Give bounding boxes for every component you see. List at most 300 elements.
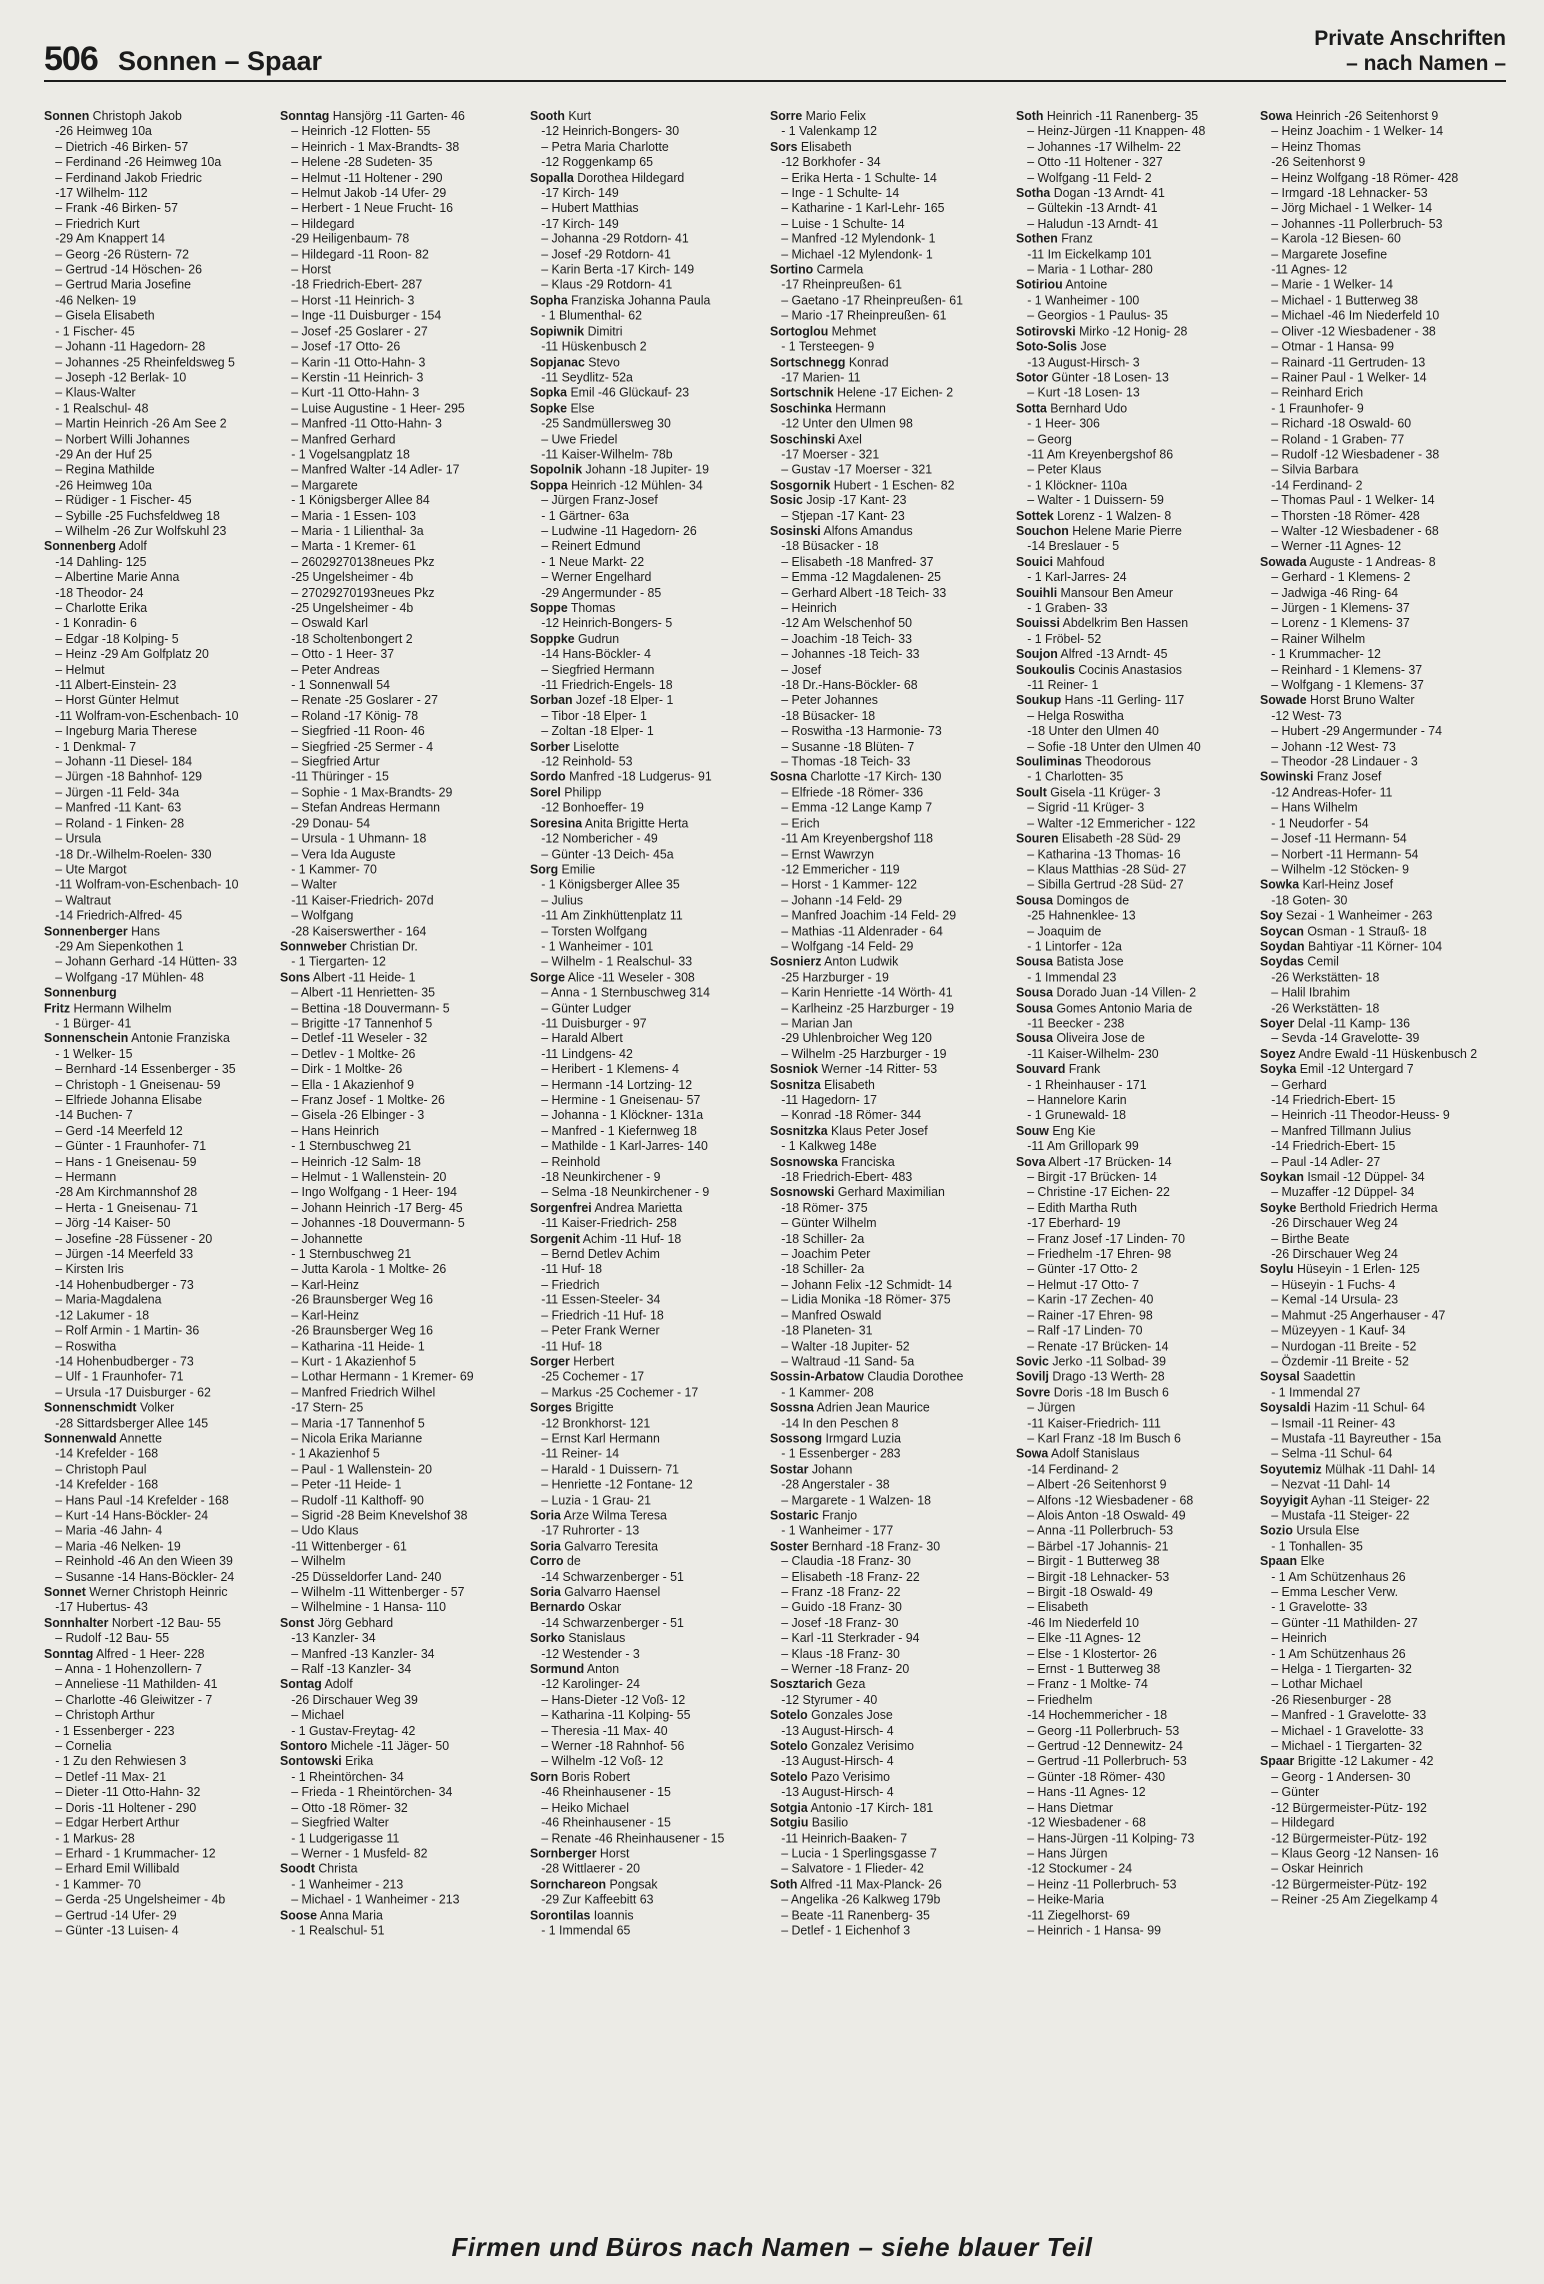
directory-entry: Sorber Liselotte (530, 738, 620, 754)
directory-entry: - 1 Fischer- 45 (55, 323, 135, 339)
directory-entry: – Otto -18 Römer- 32 (291, 1799, 408, 1815)
column-2 (280, 108, 516, 2216)
directory-entry: -18 Dr.-Hans-Böckler- 68 (781, 676, 918, 692)
directory-entry: – Edgar -18 Kolping- 5 (55, 630, 179, 646)
directory-entry: - 1 Wanheimer - 101 (541, 938, 654, 954)
directory-entry: – Klaus Georg -12 Nansen- 16 (1271, 1845, 1439, 1861)
directory-entry: – Charlotte -46 Gleiwitzer - 7 (55, 1691, 213, 1707)
surname: Sonnen (44, 108, 90, 123)
surname: Sosniok (770, 1061, 818, 1077)
directory-entry: – Friedrich Kurt (55, 215, 140, 231)
directory-entry: Soydas Cemil (1260, 953, 1339, 969)
directory-entry: -17 Wilhelm- 112 (55, 184, 148, 200)
surname: Fritz (44, 999, 71, 1015)
directory-entry: – Gertrud Maria Josefine (55, 277, 192, 293)
directory-entry: – Johannette (291, 1230, 363, 1246)
directory-entry: -13 August-Hirsch- 3 (1027, 354, 1140, 370)
surname: Sousa (1016, 999, 1054, 1015)
directory-entry: - 1 Tiergarten- 12 (291, 953, 386, 969)
directory-entry: - 1 Neudorfer - 54 (1271, 815, 1369, 831)
directory-entry: – Manfred Friedrich Wilhel (291, 1384, 436, 1400)
directory-entry: Sotor Günter -18 Losen- 13 (1016, 369, 1169, 385)
directory-entry: Sortino Carmela (770, 261, 864, 277)
directory-entry: – Georg -26 Rüstern- 72 (55, 246, 189, 262)
directory-entry: – Manfred - 1 Kiefernweg 18 (541, 1122, 697, 1138)
directory-entry: -28 Wittlaerer - 20 (541, 1860, 640, 1876)
surname: Sorge (530, 969, 565, 985)
directory-entry: -18 Scholtenbongert 2 (291, 630, 413, 646)
surname: Souici (1016, 553, 1054, 569)
directory-entry: – Bärbel -17 Johannis- 21 (1027, 1538, 1169, 1554)
directory-entry: Sorger Herbert (530, 1353, 615, 1369)
directory-entry: Spaan Elke (1260, 1553, 1325, 1569)
directory-entry: -14 Schwarzenberger - 51 (541, 1568, 684, 1584)
directory-entry: -25 Düsseldorfer Land- 240 (291, 1568, 442, 1584)
directory-entry: – Inge -11 Duisburger - 154 (291, 307, 442, 323)
directory-entry: – Karl-Heinz (291, 1276, 360, 1292)
directory-entry: -17 Rheinpreußen- 61 (781, 277, 902, 293)
directory-entry: – Josef -18 Franz- 30 (781, 1614, 899, 1630)
surname: Sorges (530, 1399, 572, 1415)
directory-entry: – Selma -11 Schul- 64 (1271, 1445, 1393, 1461)
directory-entry: – Walter -12 Wiesbadener - 68 (1271, 523, 1439, 539)
surname: Soult (1016, 784, 1047, 800)
directory-entry: – Wolfgang -11 Feld- 2 (1027, 169, 1152, 185)
directory-entry: - 1 Neue Markt- 22 (541, 553, 645, 569)
directory-entry: – Albertine Marie Anna (55, 569, 180, 585)
directory-entry: – Renate -46 Rheinhausener - 15 (541, 1830, 725, 1846)
directory-entry: – Alfons -12 Wiesbadener - 68 (1027, 1491, 1194, 1507)
directory-entry: -25 Cochemer - 17 (541, 1368, 645, 1384)
directory-entry: Sonnenberg Adolf (44, 538, 147, 554)
directory-entry: – Richard -18 Oswald- 60 (1271, 415, 1412, 431)
directory-entry: – Angelika -26 Kalkweg 179b (781, 1891, 941, 1907)
directory-entry: – Manfred Tillmann Julius (1271, 1122, 1412, 1138)
surname: Sosnowska (770, 1153, 838, 1169)
directory-entry: – Susanne -14 Hans-Böckler- 24 (55, 1568, 235, 1584)
directory-entry: – Ismail -11 Reiner- 43 (1271, 1415, 1396, 1431)
directory-entry: – Gerhard - 1 Klemens- 2 (1271, 569, 1411, 585)
directory-entry: – Tibor -18 Elper- 1 (541, 707, 647, 723)
directory-entry: – Heinz Joachim - 1 Welker- 14 (1271, 123, 1444, 139)
directory-entry: – Michael - 1 Tiergarten- 32 (1271, 1737, 1423, 1753)
section-title-line2: – nach Namen – (1346, 52, 1506, 75)
directory-entry: – Rolf Armin - 1 Martin- 36 (55, 1322, 200, 1338)
surname: Sortschnik (770, 384, 834, 400)
directory-entry: – Birgit -18 Lehnacker- 53 (1027, 1568, 1170, 1584)
directory-entry: - 1 Ludgerigasse 11 (291, 1830, 400, 1846)
footer-note: Firmen und Büros nach Namen – siehe blauer Teil (451, 2232, 1093, 2262)
directory-entry: – Siegfried -11 Roon- 46 (291, 723, 425, 739)
directory-entry: -18 Goten- 30 (1271, 892, 1348, 908)
directory-entry: – Peter Frank Werner (541, 1322, 660, 1338)
directory-entry: - 1 Kammer- 70 (291, 861, 377, 877)
surname: Sorre (770, 108, 803, 123)
directory-entry: – Gertrud -14 Höschen- 26 (55, 261, 202, 277)
directory-entry: -26 Dirschauer Weg 24 (1271, 1245, 1398, 1261)
surname: Soujon (1016, 646, 1058, 662)
directory-entry: – Roland - 1 Graben- 77 (1271, 430, 1405, 446)
directory-entry: Sornchareon Pongsak (530, 1876, 658, 1892)
directory-entry: -28 Sittardsberger Allee 145 (55, 1415, 209, 1431)
directory-entry: – Michael - 1 Wanheimer - 213 (291, 1891, 460, 1907)
directory-entry: -12 Styrumer - 40 (781, 1691, 878, 1707)
directory-entry: – Kurt -14 Hans-Böckler- 24 (55, 1507, 209, 1523)
directory-entry: – Paul - 1 Wallenstein- 20 (291, 1461, 433, 1477)
directory-entry: – Kurt -11 Otto-Hahn- 3 (291, 384, 420, 400)
directory-entry: – Maria - 1 Lothar- 280 (1027, 261, 1153, 277)
directory-entry: -29 Zur Kaffeebitt 63 (541, 1891, 654, 1907)
directory-entry: Sontoro Michele -11 Jäger- 50 (280, 1737, 450, 1753)
surname: Sovic (1016, 1353, 1049, 1369)
directory-entry: – Heike-Maria (1027, 1891, 1105, 1907)
directory-entry: – Oswald Karl (291, 615, 369, 631)
surname: Souissi (1016, 615, 1060, 631)
surname: Souw (1016, 1122, 1049, 1138)
directory-entry: – Günter Wilhelm (781, 1215, 877, 1231)
directory-entry: -11 Reiner- 1 (1027, 676, 1099, 692)
surname: Sotelo (770, 1737, 808, 1753)
surname: Sorger (530, 1353, 570, 1369)
directory-entry: Soria Arze Wilma Teresa (530, 1507, 667, 1523)
directory-entry: Sosnitza Elisabeth (770, 1076, 875, 1092)
directory-entry: – Johann -11 Hagedorn- 28 (55, 338, 206, 354)
surname: Sotta (1016, 400, 1047, 416)
directory-entry: – Roswitha (55, 1338, 117, 1354)
directory-entry: – Cornelia (55, 1737, 112, 1753)
directory-entry: -12 Reinhold- 53 (541, 753, 633, 769)
directory-entry: -25 Ungelsheimer - 4b (291, 600, 414, 616)
directory-entry: - 1 Tonhallen- 35 (1271, 1538, 1363, 1554)
directory-entry: – Katharina -11 Heide- 1 (291, 1338, 425, 1354)
directory-entry: – Johann Gerhard -14 Hütten- 33 (55, 953, 237, 969)
directory-entry: – Johanna -29 Rotdorn- 41 (541, 231, 689, 246)
directory-entry: -11 Kaiser-Friedrich- 207d (291, 892, 434, 908)
directory-entry: -11 Kaiser-Friedrich- 258 (541, 1215, 677, 1231)
directory-entry: - 1 Akazienhof 5 (291, 1445, 380, 1461)
directory-entry: – Jürgen -11 Feld- 34a (55, 784, 180, 800)
directory-entry: -11 Im Eickelkamp 101 (1027, 246, 1152, 262)
directory-entry: – Ursula - 1 Uhmann- 18 (291, 830, 427, 846)
directory-entry: – Sibilla Gertrud -28 Süd- 27 (1027, 876, 1184, 892)
surname: Sotelo (770, 1768, 808, 1784)
directory-entry: - 1 Welker- 15 (55, 1045, 133, 1061)
directory-entry: Sottek Lorenz - 1 Walzen- 8 (1016, 507, 1172, 523)
directory-entry: -11 Wolfram-von-Eschenbach- 10 (55, 707, 239, 723)
directory-entry: -12 Stockumer - 24 (1027, 1860, 1133, 1876)
directory-entry: - 1 Zu den Rehwiesen 3 (55, 1753, 187, 1769)
directory-entry: -29 Donau- 54 (291, 815, 371, 831)
directory-entry: – Emma -12 Magdalenen- 25 (781, 569, 942, 585)
directory-entry: – Günter -13 Luisen- 4 (55, 1922, 179, 1938)
directory-entry: -18 Unter den Ulmen 40 (1027, 723, 1159, 739)
surname: Sossong (770, 1430, 823, 1446)
directory-entry: – Karl Franz -18 Im Busch 6 (1027, 1430, 1181, 1446)
directory-entry: – Rainer Paul - 1 Welker- 14 (1271, 369, 1427, 385)
directory-entry: – Wolfgang -14 Feld- 29 (781, 938, 914, 954)
directory-entry: - 1 Kammer- 208 (781, 1384, 874, 1400)
directory-entry: – Heinrich -12 Flotten- 55 (291, 123, 431, 139)
directory-entry: – Stefan Andreas Hermann (291, 799, 441, 815)
directory-entry: – Kurt - 1 Akazienhof 5 (291, 1353, 417, 1369)
directory-entry: - 1 Konradin- 6 (55, 615, 137, 631)
directory-entry: Sovilj Drago -13 Werth- 28 (1016, 1368, 1165, 1384)
directory-entry: – Lothar Michael (1271, 1676, 1363, 1692)
directory-entry: -26 Werkstätten- 18 (1271, 969, 1380, 985)
directory-entry: – Lidia Monika -18 Römer- 375 (781, 1292, 951, 1308)
directory-entry: Sorgenfrei Andrea Marietta (530, 1199, 683, 1215)
directory-entry: Sova Albert -17 Brücken- 14 (1016, 1153, 1172, 1169)
surname: Soschinski (770, 430, 836, 446)
directory-entry: – Rainer -17 Ehren- 98 (1027, 1307, 1153, 1323)
directory-entry: Sotiriou Antoine (1016, 277, 1108, 293)
directory-entry: – Ulf - 1 Fraunhofer- 71 (55, 1368, 184, 1384)
directory-entry: – Walter - 1 Duissern- 59 (1027, 492, 1164, 508)
surname: Soyka (1260, 1061, 1297, 1077)
surname: Sonnhalter (44, 1614, 109, 1630)
surname: Sosic (770, 492, 803, 508)
directory-entry: – Franz Josef - 1 Moltke- 26 (291, 1092, 445, 1108)
directory-entry: – Katharina -11 Kolping- 55 (541, 1707, 691, 1723)
directory-entry: – Charlotte Erika (55, 600, 148, 616)
directory-entry: – Anna - 1 Sternbuschweg 314 (541, 984, 710, 1000)
directory-entry: Soschinski Axel (770, 430, 862, 446)
surname: Sonnweber (280, 938, 347, 954)
directory-entry: Souw Eng Kie (1016, 1122, 1096, 1138)
directory-entry: Soult Gisela -11 Krüger- 3 (1016, 784, 1161, 800)
directory-entry: Souvard Frank (1016, 1061, 1101, 1077)
directory-entry: – Ingeburg Maria Therese (55, 723, 197, 739)
directory-entry: – Zoltan -18 Elper- 1 (541, 723, 654, 739)
directory-entry: - 1 Essenberger - 223 (55, 1722, 175, 1738)
directory-entry: - 1 Klöckner- 110a (1027, 477, 1128, 493)
directory-entry: Sorel Philipp (530, 784, 602, 800)
surname: Soyutemiz (1260, 1461, 1322, 1477)
directory-entry: – Otto - 1 Heer- 37 (291, 646, 395, 662)
surname: Sortschnegg (770, 354, 846, 370)
directory-entry: – Heinrich - 1 Hansa- 99 (1027, 1922, 1161, 1938)
directory-entry: – Luise Augustine - 1 Heer- 295 (291, 400, 465, 416)
directory-entry: Fritz Hermann Wilhelm (44, 999, 172, 1015)
directory-entry: -26 Braunsberger Weg 16 (291, 1322, 433, 1338)
directory-entry: – Horst - 1 Kammer- 122 (781, 876, 917, 892)
directory-entry: - 1 Sternbuschweg 21 (291, 1138, 412, 1154)
directory-entry: – Bernd Detlev Achim (541, 1245, 660, 1261)
surname: Sorn (530, 1768, 559, 1784)
directory-entry: Sopalla Dorothea Hildegard (530, 169, 685, 185)
directory-entry: – Elfriede -18 Römer- 336 (781, 784, 924, 800)
directory-entry: -29 Am Siepenkothen 1 (55, 938, 184, 954)
directory-entry: – Gerda -25 Ungelsheimer - 4b (55, 1891, 226, 1907)
directory-entry: -28 Kaiserswerther - 164 (291, 922, 427, 938)
directory-entry: – Wolfgang - 1 Klemens- 37 (1271, 676, 1424, 692)
surname: Souliminas (1016, 753, 1082, 769)
directory-entry: Soyer Delal -11 Kamp- 136 (1260, 1015, 1410, 1031)
directory-entry: – Manfred Joachim -14 Feld- 29 (781, 907, 957, 923)
directory-entry: -12 Andreas-Hofer- 11 (1271, 784, 1393, 800)
directory-entry: – Claudia -18 Franz- 30 (781, 1553, 911, 1569)
directory-entry: -26 Dirschauer Weg 39 (291, 1691, 418, 1707)
directory-entry: -14 Breslauer - 5 (1027, 538, 1120, 554)
surname: Sosgornik (770, 477, 831, 493)
directory-entry: – Nurdogan -11 Breite - 52 (1271, 1338, 1417, 1354)
directory-entry: – Brigitte -17 Tannenhof 5 (291, 1015, 433, 1031)
directory-entry: – Frank -46 Birken- 57 (55, 200, 178, 216)
directory-entry: – Emma -12 Lange Kamp 7 (781, 799, 933, 815)
header-rule (44, 80, 1506, 82)
directory-entry: -14 Ferdinand- 2 (1027, 1461, 1119, 1477)
directory-entry: -11 Agnes- 12 (1271, 261, 1348, 277)
directory-entry: – Rudolf -11 Kalthoff- 90 (291, 1491, 424, 1507)
directory-entry: Soycan Osman - 1 Strauß- 18 (1260, 922, 1427, 938)
directory-entry: Sooth Kurt (530, 108, 592, 123)
directory-entry: Sotelo Pazo Verisimo (770, 1768, 890, 1784)
surname: Sopolnik (530, 461, 583, 477)
directory-entry: - 1 Rheinhauser - 171 (1027, 1076, 1147, 1092)
surname: Soylu (1260, 1261, 1294, 1277)
surname: Soresina (530, 815, 583, 831)
directory-entry: Bernardo Oskar (530, 1599, 622, 1615)
directory-entry: -11 Kaiser-Wilhelm- 78b (541, 446, 673, 462)
directory-entry: – Hans-Dieter -12 Voß- 12 (541, 1691, 686, 1707)
directory-entry: – Joseph -12 Berlak- 10 (55, 369, 187, 385)
directory-entry: – Johannes -25 Rheinfeldsweg 5 (55, 354, 235, 370)
directory-entry: -26 Heimweg 10a (55, 123, 152, 139)
directory-entry: – Lothar Hermann - 1 Kremer- 69 (291, 1368, 474, 1384)
directory-entry: – Nezvat -11 Dahl- 14 (1271, 1476, 1391, 1492)
directory-entry: – Mathias -11 Aldenrader - 64 (781, 922, 943, 938)
directory-entry: – Katharine - 1 Karl-Lehr- 165 (781, 200, 945, 216)
directory-entry: – Oskar Heinrich (1271, 1860, 1364, 1876)
directory-entry: Sosinski Alfons Amandus (770, 523, 913, 539)
directory-entry: -14 Hohenbudberger - 73 (55, 1353, 194, 1369)
directory-entry: – Theodor -28 Lindauer - 3 (1271, 753, 1418, 769)
directory-entry: -14 Friedrich-Alfred- 45 (55, 907, 183, 923)
surname: Soyke (1260, 1199, 1297, 1215)
surname: Sonnenberg (44, 538, 116, 554)
directory-entry: – Maria -46 Jahn- 4 (55, 1522, 163, 1538)
surname: Soyez (1260, 1045, 1296, 1061)
directory-entry: Soodt Christa (280, 1860, 358, 1876)
directory-entry: – Gaetano -17 Rheinpreußen- 61 (781, 292, 963, 308)
directory-entry: – Michael - 1 Butterweg 38 (1271, 292, 1418, 308)
directory-entry: – Harald - 1 Duissern- 71 (541, 1461, 680, 1477)
surname: Soykan (1260, 1169, 1304, 1184)
directory-entry: – Erika Herta - 1 Schulte- 14 (781, 169, 937, 185)
directory-entry: Sousa Batista Jose (1016, 953, 1124, 969)
surname: Soria (530, 1507, 561, 1523)
directory-entry: – Beate -11 Ranenberg- 35 (781, 1907, 930, 1923)
directory-entry: – Herta - 1 Gneisenau- 71 (55, 1199, 198, 1215)
directory-entry: -25 Ungelsheimer - 4b (291, 569, 414, 585)
directory-entry: – Ursula -17 Duisburger - 62 (55, 1384, 211, 1400)
directory-entry: – Helga Roswitha (1027, 707, 1124, 723)
directory-entry: -11 Ziegelhorst- 69 (1027, 1907, 1130, 1923)
directory-entry: – Johannes -18 Douvermann- 5 (291, 1215, 465, 1231)
directory-entry: - 1 Blumenthal- 62 (541, 307, 643, 323)
directory-entry: – Margarete - 1 Walzen- 18 (781, 1491, 931, 1507)
directory-entry: Sopka Emil -46 Glückauf- 23 (530, 384, 690, 400)
directory-entry: – Uwe Friedel (541, 430, 618, 446)
directory-entry: – Gerhard Albert -18 Teich- 33 (781, 584, 947, 600)
directory-entry: – Karin Henriette -14 Wörth- 41 (781, 984, 953, 1000)
surname: Sousa (1016, 953, 1054, 969)
directory-entry: – Regina Mathilde (55, 461, 155, 477)
directory-entry: – Karola -12 Biesen- 60 (1271, 231, 1401, 246)
directory-entry: – Manfred Gerhard (291, 430, 396, 446)
directory-entry: – Michael -46 Im Niederfeld 10 (1271, 307, 1440, 323)
directory-entry: – Karin -17 Zechen- 40 (1027, 1292, 1154, 1308)
directory-entry: – Rainard -11 Gertruden- 13 (1271, 354, 1426, 370)
directory-entry: – Elke -11 Agnes- 12 (1027, 1630, 1141, 1646)
surname: Sotgia (770, 1799, 808, 1815)
directory-entry: – Peter Andreas (291, 661, 380, 677)
directory-entry: – Johannes -17 Wilhelm- 22 (1027, 138, 1181, 154)
directory-entry: – Wilhelm -26 Zur Wolfskuhl 23 (55, 523, 227, 539)
directory-entry: – Sevda -14 Gravelotte- 39 (1271, 1030, 1420, 1046)
directory-entry: – Irmgard -18 Lehnacker- 53 (1271, 184, 1428, 200)
directory-entry: – Gerhard (1271, 1076, 1327, 1092)
column-4 (770, 108, 1006, 2216)
surname: Sonnet (44, 1584, 86, 1600)
directory-entry: Sorg Emilie (530, 861, 596, 877)
directory-entry: – Ralf -13 Kanzler- 34 (291, 1661, 412, 1677)
surname: Sorgenit (530, 1230, 581, 1246)
directory-entry: -13 August-Hirsch- 4 (781, 1784, 894, 1800)
directory-entry: – Theresia -11 Max- 40 (541, 1722, 668, 1738)
directory-entry: -12 Nombericher - 49 (541, 830, 658, 846)
directory-entry: – Elfriede Johanna Elisabe (55, 1092, 203, 1108)
directory-entry: – Walter -12 Emmericher - 122 (1027, 815, 1196, 831)
surname: Sonntag (44, 1645, 94, 1661)
directory-entry: – Roland - 1 Finken- 28 (55, 815, 185, 831)
directory-entry: – Günter - 1 Fraunhofer- 71 (55, 1138, 207, 1154)
directory-entry: – Friedrich -11 Huf- 18 (541, 1307, 664, 1323)
directory-entry: – Hubert -29 Angermunder - 74 (1271, 723, 1442, 739)
directory-entry: – Manfred -12 Mylendonk- 1 (781, 231, 936, 246)
directory-entry: Sorre Mario Felix (770, 108, 866, 123)
directory-entry: -14 Krefelder - 168 (55, 1476, 159, 1492)
directory-entry: Sovic Jerko -11 Solbad- 39 (1016, 1353, 1166, 1369)
directory-entry: – Rudolf -12 Wiesbadener - 38 (1271, 446, 1440, 462)
directory-entry: - 1 Valenkamp 12 (781, 123, 878, 139)
directory-entry: - 1 Grunewald- 18 (1027, 1107, 1126, 1123)
directory-entry: – Ute Margot (55, 861, 127, 877)
directory-entry: – Elisabeth -18 Franz- 22 (781, 1568, 920, 1584)
directory-entry: -11 Am Kreyenbergshof 118 (781, 830, 934, 846)
directory-entry: Sopjanac Stevo (530, 354, 620, 370)
surname: Sonnenschmidt (44, 1399, 137, 1415)
directory-entry: – Helga - 1 Tiergarten- 32 (1271, 1661, 1412, 1677)
directory-entry: – Gültekin -13 Arndt- 41 (1027, 200, 1158, 216)
directory-entry: Sousa Dorado Juan -14 Villen- 2 (1016, 984, 1197, 1000)
directory-entry: -13 Kanzler- 34 (291, 1630, 376, 1646)
directory-entry: - 1 Fröbel- 52 (1027, 630, 1102, 646)
directory-entry: – Özdemir -11 Breite - 52 (1271, 1353, 1409, 1369)
directory-entry: – Detlef -11 Max- 21 (55, 1768, 167, 1784)
directory-entry: – Josef -17 Otto- 26 (291, 338, 401, 354)
directory-entry: -29 An der Huf 25 (55, 446, 152, 462)
directory-entry: Sosnierz Anton Ludwik (770, 953, 899, 969)
directory-entry: - 1 Am Schützenhaus 26 (1271, 1645, 1406, 1661)
directory-entry: – Detlef -11 Weseler - 32 (291, 1030, 428, 1046)
directory-entry: -14 Hochemmericher - 18 (1027, 1707, 1168, 1723)
directory-entry: – Hüseyin - 1 Fuchs- 4 (1271, 1276, 1396, 1292)
directory-entry: Soyez Andre Ewald -11 Hüskenbusch 2 (1260, 1045, 1478, 1061)
directory-entry: - 1 Wanheimer - 177 (781, 1522, 894, 1538)
directory-entry: – Manfred Oswald (781, 1307, 882, 1323)
directory-entry: – Heinrich - 1 Max-Brandts- 38 (291, 138, 460, 154)
